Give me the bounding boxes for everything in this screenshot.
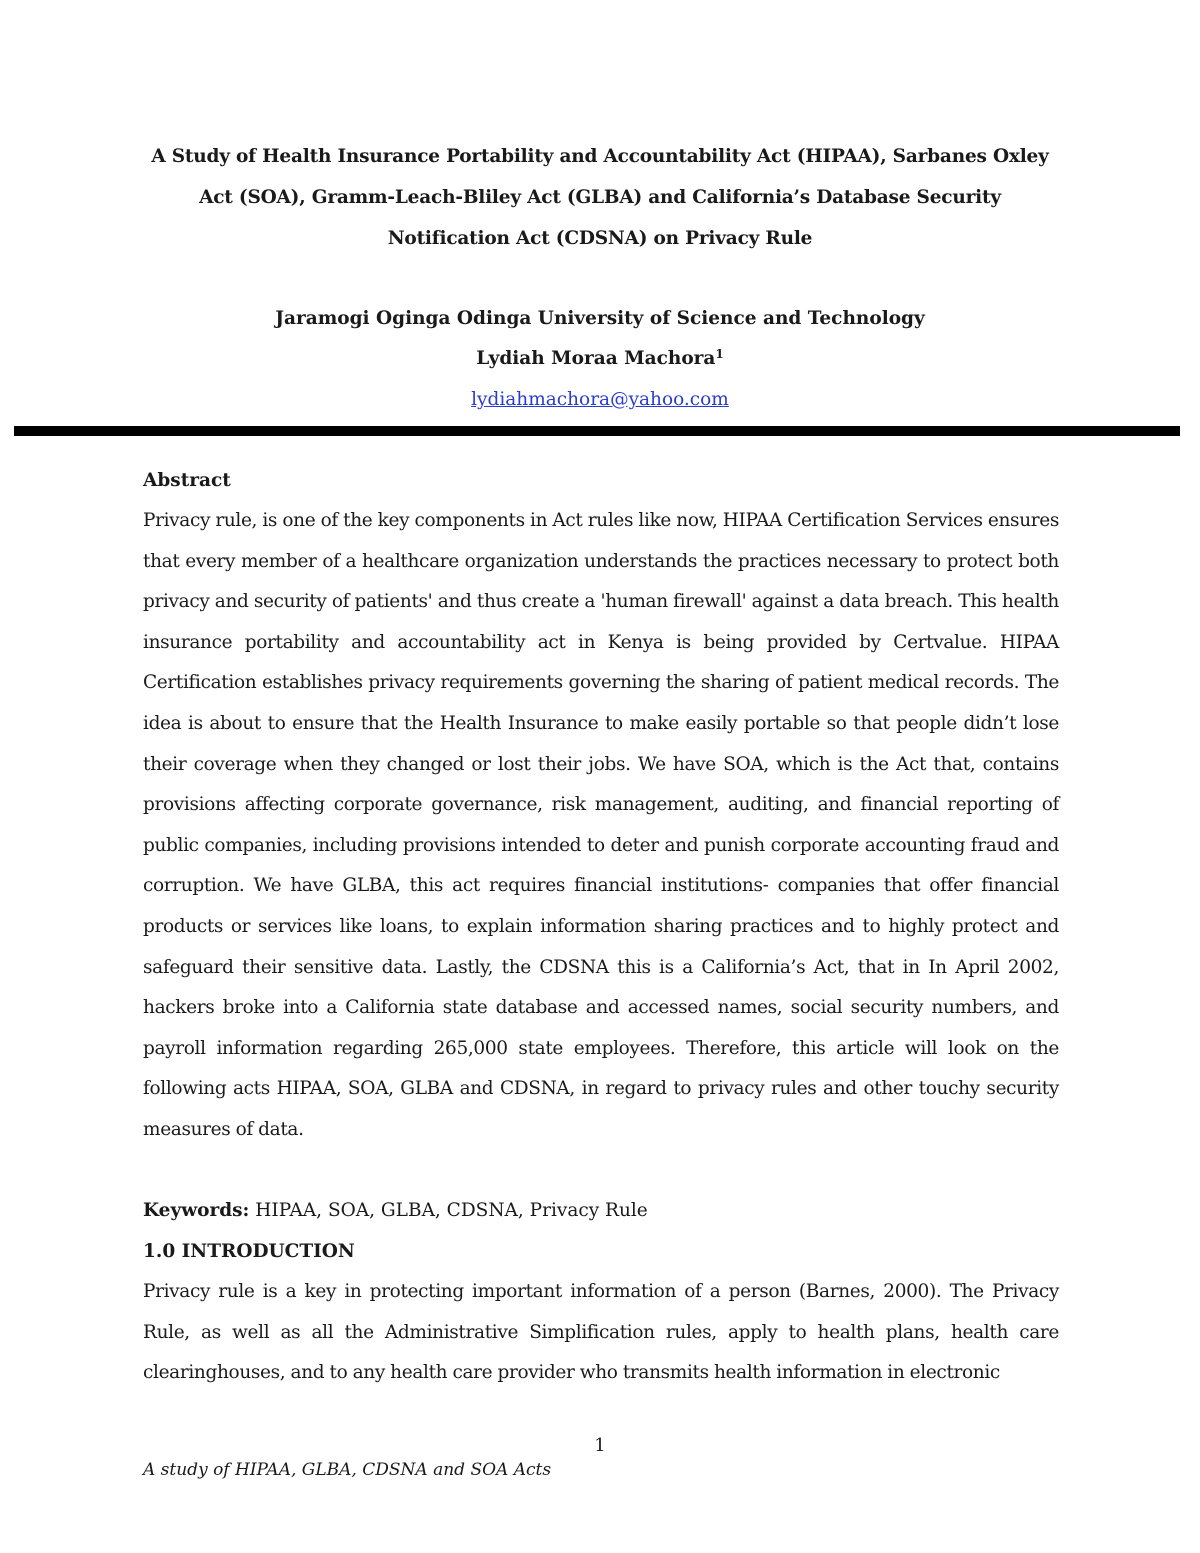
keywords-value: HIPAA, SOA, GLBA, CDSNA, Privacy Rule [249, 1200, 648, 1221]
affiliation: Jaramogi Oginga Odinga University of Science and Technology [275, 308, 925, 329]
title-line-3: Notification Act (CDSNA) on Privacy Rule [387, 228, 813, 249]
title-line-1: A Study of Health Insurance Portability and Accountability Act (HIPAA), Sarbanes Oxley [151, 146, 1049, 167]
abstract-text: Privacy rule, is one of the key components in Act rules like now, HIPAA Certification Services ensures that every member of a healthcare organization understands the practices necessary to protect both privacy and security of patients' and thus create a 'human firewall' against a data breach. This health insurance portability and accountability act in Kenya is being provided by Certvalue. HIPAA Certification establishes privacy requirements governing the sharing of patient medical records. The idea is about to ensure that the Health Insurance to make easily portable so that people didn’t lose their coverage when they changed or lost their jobs. We have SOA, which is the Act that, contains provisions affecting corporate governance, risk management, auditing, and financial reporting of public companies, including provisions intended to deter and punish corporate accounting fraud and corruption. We have GLBA, this act requires financial institutions- companies that offer financial products or services like loans, to explain information sharing practices and to highly protect and safeguard their sensitive data. Lastly, the CDSNA this is a California’s Act, that in In April 2002, hackers broke into a California state database and accessed names, social security numbers, and payroll information regarding 265,000 state employees. Therefore, this article will look on the following acts HIPAA, SOA, GLBA and CDSNA, in regard to privacy rules and other touchy security measures of data. [143, 510, 1059, 1140]
keywords-label: Keywords: [143, 1200, 250, 1221]
paper-title [100, 136, 1100, 259]
abstract-heading: Abstract [143, 470, 231, 491]
introduction-heading: 1.0 INTRODUCTION [143, 1241, 355, 1262]
title-divider [14, 426, 1180, 436]
introduction-text: Privacy rule is a key in protecting important information of a person (Barnes, 2000). The Privacy Rule, as well as all the Administrative Simplification rules, apply to health plans, health care clearinghouses, and to any health care provider who transmits health information in electronic [143, 1281, 1059, 1384]
page-number: 1 [594, 1435, 606, 1456]
author-name-line [100, 339, 1100, 379]
running-footer: A study of HIPAA, GLBA, CDSNA and SOA Acts [143, 1460, 552, 1480]
keywords-line [143, 1191, 1059, 1232]
author-email-line [100, 380, 1100, 420]
author-block [100, 299, 1100, 379]
title-line-2: Act (SOA), Gramm-Leach-Bliley Act (GLBA) and California’s Database Security [199, 187, 1001, 208]
author-email-link[interactable]: lydiahmachora@yahoo.com [471, 389, 729, 410]
author-name: Lydiah Moraa Machora [476, 348, 716, 369]
author-footnote-mark: 1 [715, 347, 724, 361]
